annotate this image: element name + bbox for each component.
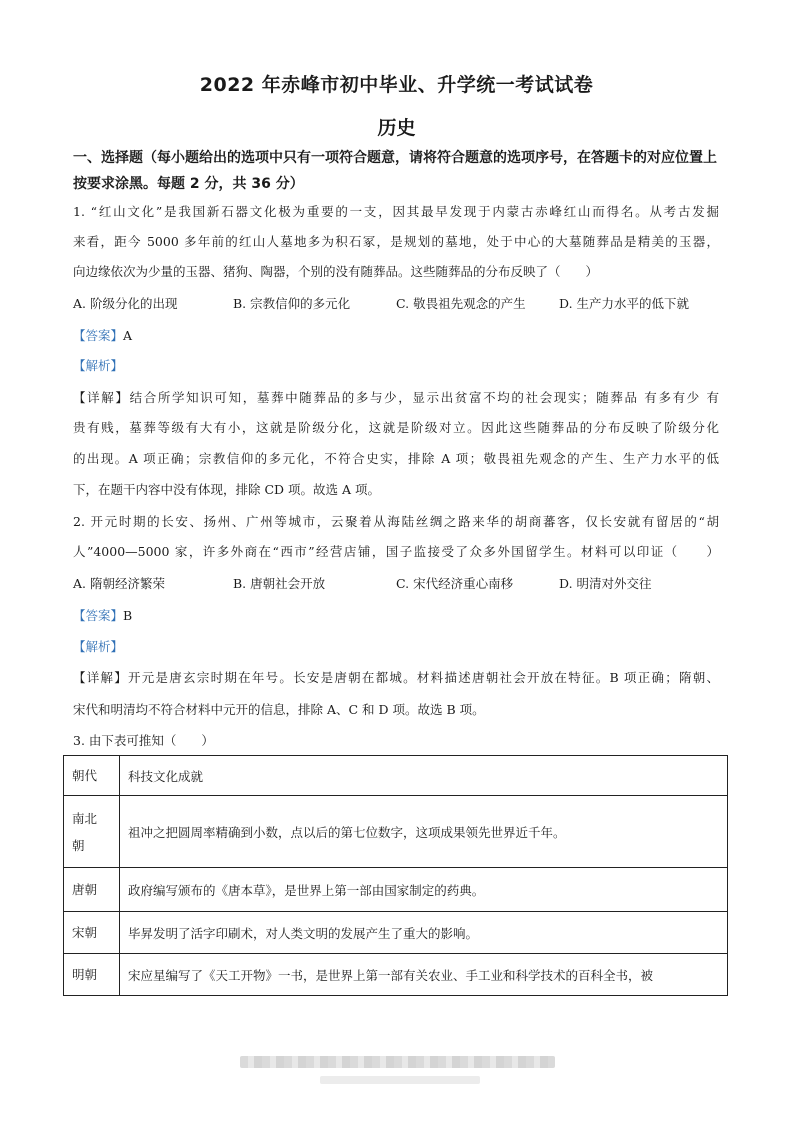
section-header: 一、选择题（每小题给出的选项中只有一项符合题意，请将符合题意的选项序号，在答题卡的对应位置上按要求涂黑。每题 2 分，共 36 分） xyxy=(73,150,717,192)
q1-option-b: B. 宗教信仰的多元化 xyxy=(233,296,351,311)
table-cell-dynasty: 明朝 xyxy=(64,954,120,996)
analysis-tag: 【解析】 xyxy=(73,639,124,654)
table-header-dynasty: 朝代 xyxy=(64,756,120,796)
q2-option-a: A. 隋朝经济繁荣 xyxy=(73,576,165,591)
q2-detail-line-2: 宋代和明清均不符合材料中元开的信息，排除 A、C 和 D 项。故选 B 项。 xyxy=(73,702,485,717)
table-cell-achievement: 政府编写颁布的《唐本草》，是世界上第一部由国家制定的药典。 xyxy=(120,868,728,912)
blurred-footer-watermark-2 xyxy=(320,1076,480,1084)
table-row xyxy=(64,868,728,912)
q1-detail-line-3: 的出现。A 项正确；宗教信仰的多元化，不符合史实，排除 A 项；敬畏祖先观念的产生、生产力水平的低 xyxy=(73,451,719,466)
table-cell-dynasty xyxy=(64,796,120,868)
table-header-achievement: 科技文化成就 xyxy=(120,756,728,796)
analysis-tag: 【解析】 xyxy=(73,358,124,373)
table-row xyxy=(64,912,728,954)
q1-detail-line-1 xyxy=(73,388,719,406)
answer-tag: 【答案】 xyxy=(73,608,124,623)
q2-analysis xyxy=(73,637,733,655)
q1-analysis xyxy=(73,356,733,374)
q2-option-c: C. 宋代经济重心南移 xyxy=(396,576,514,591)
q1-detail-line-2: 贵有贱，墓葬等级有大有小，这就是阶级分化，这就是阶级对立。因此这些随葬品的分布反映了阶级分化 xyxy=(73,420,719,435)
answer-tag: 【答案】 xyxy=(73,328,124,343)
q1-option-c: C. 敬畏祖先观念的产生 xyxy=(396,296,526,311)
subject-title: 历史 xyxy=(377,117,416,139)
q1-stem-line-3: 向边缘依次为少量的玉器、猪狗、陶器，个别的没有随葬品。这些随葬品的分布反映了（ ） xyxy=(73,264,599,279)
q1-stem-line-2: 来看，距今 5000 多年前的红山人墓地多为积石冢，是规划的墓地，处于中心的大墓随葬品是精美的玉器， xyxy=(73,234,719,249)
answer-value: A xyxy=(123,328,133,343)
table-cell-dynasty: 唐朝 xyxy=(64,868,120,912)
table-cell-achievement: 宋应星编写了《天工开物》一书，是世界上第一部有关农业、手工业和科学技术的百科全书，被 xyxy=(120,954,728,996)
detail-text: 结合所学知识可知，墓葬中随葬品的多与少，显示出贫富不均的社会现实；随葬品 有多有少 有 xyxy=(129,390,719,405)
table-row xyxy=(64,954,728,996)
q1-detail-line-4: 下，在题干内容中没有体现，排除 CD 项。故选 A 项。 xyxy=(73,482,381,497)
detail-text: 开元是唐玄宗时期在年号。长安是唐朝在都城。材料描述唐朝社会开放在特征。B 项正确；隋朝、 xyxy=(128,670,719,685)
q1-stem-line-1: 1. “红山文化”是我国新石器文化极为重要的一支，因其最早发现于内蒙古赤峰红山而得名。从考古发掘 xyxy=(73,204,719,219)
table-row xyxy=(64,796,728,868)
table-header-row xyxy=(64,756,728,796)
q2-detail-line-1 xyxy=(73,668,719,686)
table-cell-achievement: 祖冲之把圆周率精确到小数，点以后的第七位数字，这项成果领先世界近千年。 xyxy=(120,796,728,868)
q3-stem: 3. 由下表可推知（ ） xyxy=(73,733,214,748)
table-cell-dynasty: 宋朝 xyxy=(64,912,120,954)
q2-answer xyxy=(73,606,733,624)
detail-tag: 【详解】 xyxy=(73,670,129,685)
dynasty-achievement-table xyxy=(63,755,728,996)
dynasty-line-1: 南北 xyxy=(72,810,98,826)
detail-tag: 【详解】 xyxy=(73,390,130,405)
q2-stem-line-2: 人”4000—5000 家，许多外商在“西市”经营店铺，国子监接受了众多外国留学生。材料可以印证（ ） xyxy=(73,544,719,559)
answer-value: B xyxy=(123,608,133,623)
dynasty-line-2: 朝 xyxy=(72,837,85,853)
q1-option-d: D. 生产力水平的低下就 xyxy=(559,296,690,311)
blurred-footer-watermark xyxy=(240,1056,555,1068)
q2-stem-line-1: 2. 开元时期的长安、扬州、广州等城市，云聚着从海陆丝绸之路来华的胡商蕃客，仅长安就有留居的“胡 xyxy=(73,514,719,529)
q1-option-a: A. 阶级分化的出现 xyxy=(73,296,178,311)
q2-option-d: D. 明清对外交往 xyxy=(559,576,652,591)
table-cell-achievement: 毕昇发明了活字印刷术，对人类文明的发展产生了重大的影响。 xyxy=(120,912,728,954)
q2-option-b: B. 唐朝社会开放 xyxy=(233,576,326,591)
exam-title: 2022 年赤峰市初中毕业、升学统一考试试卷 xyxy=(199,74,594,96)
q1-answer xyxy=(73,326,733,344)
